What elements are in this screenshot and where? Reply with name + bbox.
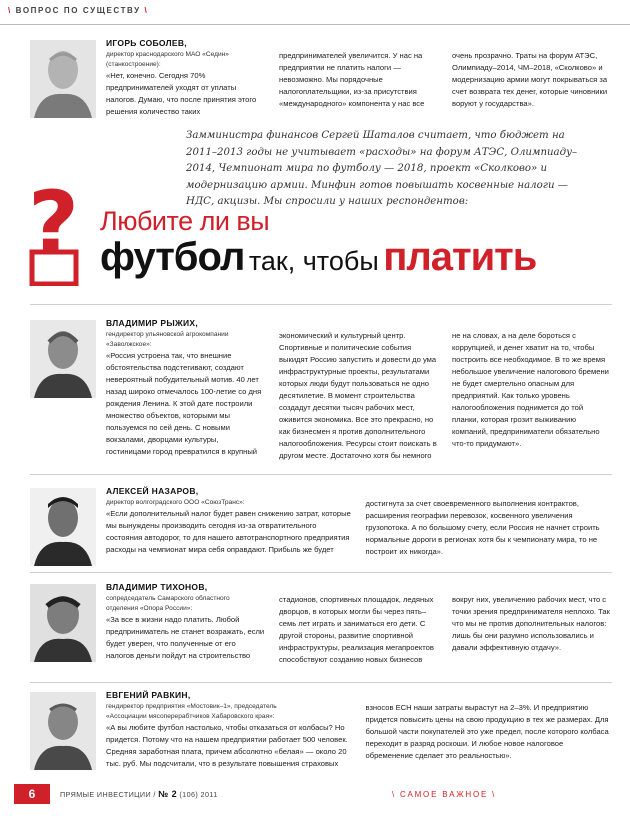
section-slash-right: \ (144, 6, 149, 15)
issue-number: № 2 (158, 789, 177, 799)
respondent-answer: «А вы любите футбол настолько, чтобы отказаться от колбасы? Но придется. Потому что на нашем предприятии работает 500 человек. Средняя заработная плата, причем абсолютно «белая» — около 20 тыс. руб. Мы подсчитали, что в результате повышения страховых взносов ЕСН наши затраты вырастут на 2–3%. И предприятию придется повысить цены на свою продукцию в тех же размерах. Для большой части покупателей это уже предел, после которого колбаса переходит в разряд роскоши. И любое новое налоговое обременение сделает это реальностью». (106, 703, 609, 768)
respondent-text (106, 486, 611, 558)
top-rule (0, 24, 630, 25)
respondent-entry (30, 486, 615, 566)
headline-line2 (100, 236, 536, 287)
magazine-name: ПРЯМЫЕ ИНВЕСТИЦИИ / (60, 790, 159, 799)
respondent-role (106, 702, 352, 722)
headline-word-so-that: так, чтобы (248, 246, 379, 276)
role-line: гендиректор ульяновской агрокомпании (106, 331, 229, 338)
headline (100, 206, 536, 287)
role-line: гендиректор предприятия «Мостовик–1», председатель (106, 703, 277, 710)
respondent-role (106, 498, 352, 508)
respondent-photo (30, 488, 96, 566)
section-label: ВОПРОС ПО СУЩЕСТВУ (15, 6, 141, 15)
role-line: «Заволжское»: (106, 341, 152, 348)
question-mark-glyph: ? (28, 186, 80, 275)
respondent-entry (30, 582, 615, 678)
respondent-columns (106, 330, 611, 462)
respondent-answer: «Нет, конечно. Сегодня 70% предпринимателей уходят от уплаты налогов. Думаю, что после принятия этого решения количество таких предпринимателей увеличится. У нас на предприятии не платить налоги — невозможно. Мы порядочные налогоплательщики, из-за присутствия «международного» компонента у нас все очень прозрачно. Траты на форум АТЭС, Олимпиаду–2014, ЧМ–2018, «Сколково» и модернизацию армии могут покрываться за счет возврата тех денег, которые чиновники воруют у государства». (106, 51, 608, 116)
role-line: сопредседатель Самарского областного (106, 595, 230, 602)
role-line: директор краснодарского МАО «Седин» (106, 51, 229, 58)
question-mark-graphic (26, 186, 96, 286)
section-slash-left: \ (8, 6, 12, 15)
divider (30, 572, 612, 573)
respondent-role (106, 50, 265, 70)
page-footer (0, 784, 630, 808)
respondent-photo (30, 692, 96, 770)
respondent-entry (30, 318, 615, 468)
headline-line1: Любите ли вы (100, 206, 270, 236)
divider (30, 304, 612, 305)
respondent-name: АЛЕКСЕЙ НАЗАРОВ, (106, 486, 199, 496)
respondent-text (106, 690, 611, 770)
respondent-columns (106, 594, 611, 666)
footer-section-tag: \ САМОЕ ВАЖНОЕ \ (392, 790, 497, 799)
respondent-photo (30, 584, 96, 662)
respondent-columns (106, 702, 611, 770)
respondent-name: ВЛАДИМИР ТИХОНОВ, (106, 582, 208, 592)
respondent-name: ЕВГЕНИЙ РАВКИН, (106, 690, 191, 700)
respondent-text (106, 582, 611, 666)
role-line: (станкостроение): (106, 61, 161, 68)
section-tag (8, 6, 148, 15)
headline-word-pay: платить (383, 235, 537, 279)
role-line: директор волгоградского ООО «СоюзТранс»: (106, 499, 245, 506)
respondent-role (106, 594, 265, 614)
respondent-answer: «Если дополнительный налог будет равен снижению затрат, которые мы вынуждены производить сегодня из-за отвратительного состояния автодорог, то для нашего автотранспортного предприятия расходы на чемпионат мира себя оправдают. Прибыль же будет достигнута за счет своевременного выполнения контрактов, расширения географии перевозок, косвенного увеличения грузопотока. А по большому счету, если Россия не начнет строить нормальные дороги в регионах хотя бы к чемпионату мира, то не построит их никогда». (106, 499, 600, 556)
respondent-entry (30, 690, 615, 780)
respondent-photo (30, 320, 96, 398)
respondent-entry (30, 38, 615, 116)
issue-year: (106) 2011 (176, 790, 218, 799)
respondent-text (106, 38, 611, 118)
role-line: «Ассоциации мясоперерабтчиков Хабаровского края»: (106, 713, 275, 720)
respondent-columns (106, 50, 611, 118)
divider (30, 474, 612, 475)
magazine-title (60, 789, 218, 799)
respondent-role (106, 330, 265, 350)
role-line: отделения «Опора России»: (106, 605, 193, 612)
divider (30, 682, 612, 683)
intro-lead: Замминистра финансов Сергей Шаталов считает, что бюджет на 2011–2013 годы не учитывает «расходы» на форум АТЭС, Олимпиаду–2014, Чемпионат мира по футболу — 2018, проект «Сколково» и модернизацию армии. Минфин готов повышать косвенные налоги — НДС, акцизы. Мы спросили у наших респондентов: (186, 130, 578, 207)
respondent-name: ВЛАДИМИР РЫЖИХ, (106, 318, 199, 328)
respondent-name: ИГОРЬ СОБОЛЕВ, (106, 38, 187, 48)
respondent-columns (106, 498, 611, 558)
respondent-answer: «Россия устроена так, что внешние обстоятельства подстегивают, создают невероятный побудительный мотив. 40 лет назад широко отмечалось 100-летие со дня рождения Ленина. К этой дате построили множество объектов, которыми мы пользуемся по сей день. С новыми вокзалами, дворцами культуры, гостиницами город превратился в крупный экономический и культурный центр. Спортивные и политические события выкидят Россию запустить и довести до ума инфраструктурные проекты, результатами которых люди будут пользоваться не одно десятилетие. В момент строительства создадут десятки тысяч рабочих мест, оживится экономика. Все это прекрасно, но как бизнесмен я против дополнительного налогообложения. Ресурсы стоит поискать в другом месте. Достаточно хотя бы немного не на словах, а на деле бороться с коррупцией, и денег хватит на то, чтобы построить все необходимое. В то же время небольшое увеличение налогового бремени не будет смертельно опасным для предприятий. Как только уровень налогообложения поднимется до той планки, которая грозит выживанию компаний, предприниматели обязательно что-то придумают». (106, 331, 609, 460)
respondent-text (106, 318, 611, 462)
respondent-photo (30, 40, 96, 118)
page-number: 6 (14, 784, 50, 804)
headline-word-football: футбол (100, 235, 245, 279)
respondent-answer: «За все в жизни надо платить. Любой предприниматель не станет возражать, если будет уверен, что полученные от его налогов деньги пойдут на строительство стадионов, спортивных площадок, ледяных дворцов, в которых могли бы через пять–семь лет играть и заниматься его дети. С другой стороны, развитие спортивной инфраструктуры, реализация мегапроектов способствуют созданию новых бизнесов вокруг них, увеличению рабочих мест, что с точки зрения предпринимателя неплохо. Так что мы не против дополнительных налогов: лишь бы они разумно использовались и давали эффективную отдачу». (106, 595, 610, 664)
